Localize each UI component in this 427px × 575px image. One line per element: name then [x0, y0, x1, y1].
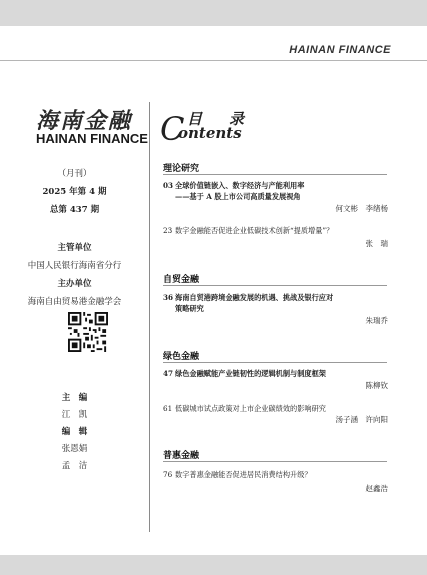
section-rule	[163, 461, 387, 462]
editor-2: 孟 洁	[61, 461, 88, 471]
toc-entry-subtitle	[163, 191, 388, 202]
issue-number: 2025 年第 4 期	[42, 187, 107, 197]
article-subtitle: ——基于 A 股上市公司高质量发展视角	[175, 192, 301, 201]
journal-header: HAINAN FINANCE	[289, 44, 391, 56]
total-issue: 总第 437 期	[49, 205, 100, 215]
bottom-band	[0, 555, 427, 575]
page-number: 23	[163, 226, 173, 235]
qr-code-icon	[68, 312, 108, 352]
page-number: 61	[163, 404, 173, 413]
section-title: 自贸金融	[163, 275, 200, 285]
editor-1: 张恩娟	[61, 444, 88, 454]
article-author: 陈柳钦	[365, 381, 388, 390]
editor-in-chief: 江 凯	[61, 410, 88, 420]
supervisor: 中国人民银行海南省分行	[27, 261, 122, 271]
article-author: 朱瑞乔	[365, 316, 388, 325]
editor-in-chief-label: 主 编	[61, 393, 88, 403]
column-divider	[149, 102, 150, 532]
article-title: 数字普惠金融能否促进居民消费结构升级？	[175, 470, 312, 479]
editors-label: 编 辑	[61, 427, 88, 437]
article-title: 绿色金融赋能产业链韧性的逻辑机制与制度框架	[175, 369, 326, 378]
toc-entry[interactable]	[163, 180, 388, 191]
contents-title-cn: 目 录	[187, 110, 251, 128]
article-author: 何文彬 李绪杨	[335, 204, 388, 213]
article-subtitle: 策略研究	[175, 304, 204, 313]
page-number: 36	[163, 293, 174, 302]
article-author: 汤子涵 许向阳	[335, 415, 388, 424]
article-title: 海南自贸港跨境金融发展的机遇、挑战及银行应对	[175, 293, 334, 302]
article-title: 低碳城市试点政策对上市企业碳绩效的影响研究	[175, 404, 326, 413]
top-band	[0, 0, 427, 26]
section-rule	[163, 362, 387, 363]
toc-entry[interactable]	[163, 403, 388, 414]
sponsor: 海南自由贸易港金融学会	[27, 297, 122, 307]
page-number: 76	[163, 470, 173, 479]
article-author: 张 瑞	[365, 239, 388, 248]
toc-entry[interactable]	[163, 469, 388, 480]
toc-entry[interactable]	[163, 368, 388, 379]
section-title: 理论研究	[163, 164, 200, 174]
section-rule	[163, 285, 387, 286]
toc-entry[interactable]	[163, 292, 388, 303]
contents-initial: C	[160, 110, 185, 148]
header-rule	[0, 60, 427, 61]
frequency: （月刊）	[57, 169, 92, 179]
sponsor-label: 主办单位	[57, 279, 92, 289]
toc-entry-subtitle	[163, 303, 388, 314]
article-title: 数字金融能否促进企业低碳技术创新“提质增量”？	[175, 226, 334, 235]
section-title: 绿色金融	[163, 352, 200, 362]
logo-english: HAINAN FINANCE	[36, 131, 148, 146]
section-rule	[163, 174, 387, 175]
article-author: 赵鑫浩	[365, 484, 388, 493]
page-number: 03	[163, 181, 174, 190]
toc-entry[interactable]	[163, 225, 388, 236]
supervisor-label: 主管单位	[57, 243, 92, 253]
contents-title-en: ontents	[178, 124, 242, 142]
page-number: 47	[163, 369, 174, 378]
section-title: 普惠金融	[163, 451, 200, 461]
article-title: 全球价值链嵌入、数字经济与产能利用率	[175, 181, 305, 190]
logo-chinese: 海南金融	[36, 108, 133, 134]
